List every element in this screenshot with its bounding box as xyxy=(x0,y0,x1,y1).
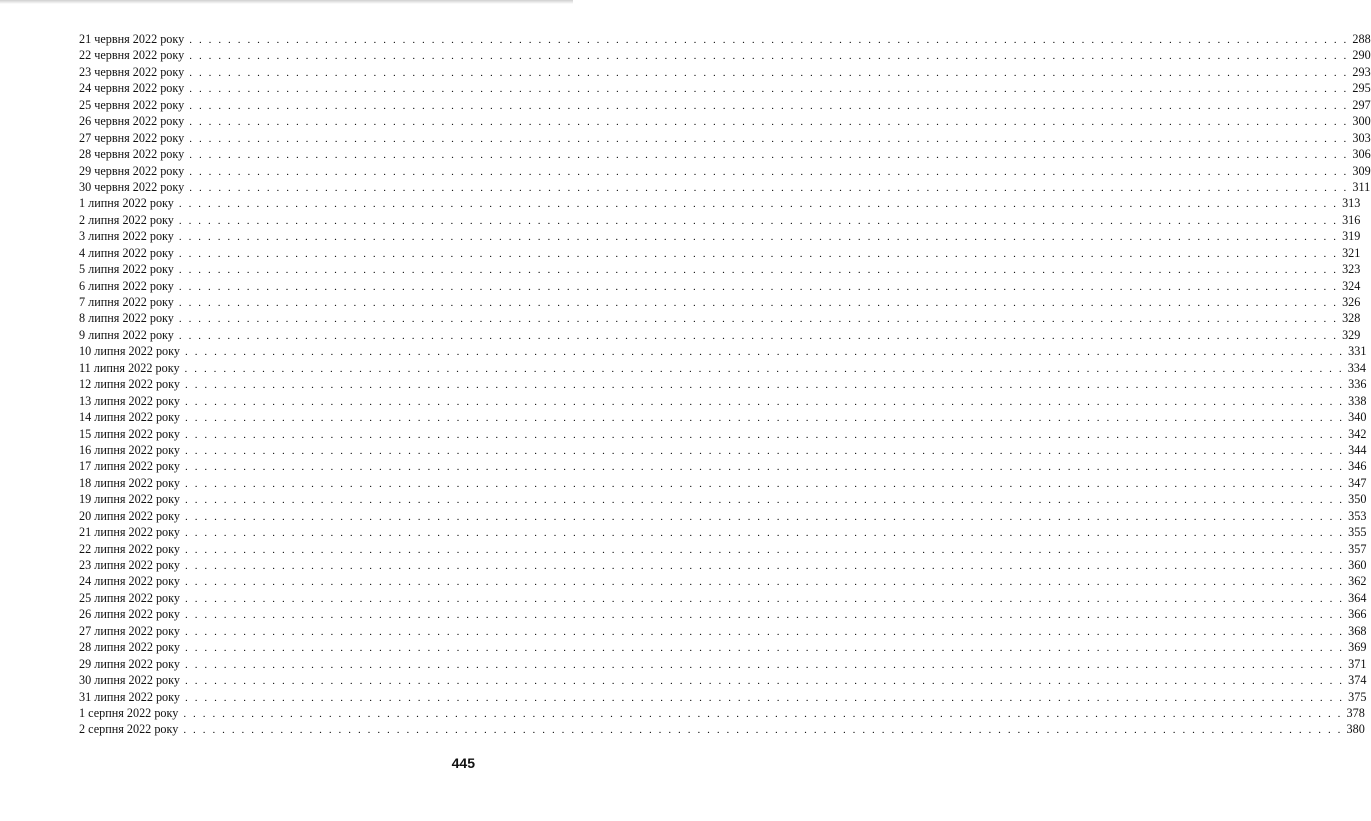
toc-entry-page: 334 xyxy=(1347,360,1366,375)
toc-entry[interactable] xyxy=(79,475,1367,491)
toc-entry-page: 328 xyxy=(1342,311,1361,326)
toc-entry-label: 27 липня 2022 року xyxy=(79,623,180,638)
toc-entry-label: 11 липня 2022 року xyxy=(79,360,180,375)
toc-entry-label: 30 липня 2022 року xyxy=(79,673,180,688)
toc-entry-label: 6 липня 2022 року xyxy=(79,278,174,293)
toc-entry-page: 297 xyxy=(1352,97,1371,112)
toc-entry-page: 329 xyxy=(1342,327,1361,342)
toc-entry-label: 17 липня 2022 року xyxy=(79,459,180,474)
toc-entry-label: 1 серпня 2022 року xyxy=(79,705,179,720)
toc-entry-page: 300 xyxy=(1352,114,1371,129)
toc-entry-page: 355 xyxy=(1348,525,1367,540)
toc-dot-leader: . . . . . . . . . . . . . . . . . . . . . . . . . . . . . . . . . . . . . . . . . . . . . . . . . . . . . . . . . . . . . . . . . . . . . . . . . . . . . . . . . . . . . . . . . . . . . . . . . . . . . . . . . . . . . . . . . . . . . . . . xyxy=(189,181,1349,194)
toc-entry-label: 12 липня 2022 року xyxy=(79,377,180,392)
toc-dot-leader: . . . . . . . . . . . . . . . . . . . . . . . . . . . . . . . . . . . . . . . . . . . . . . . . . . . . . . . . . . . . . . . . . . . . . . . . . . . . . . . . . . . . . . . . . . . . . . . . . . . . . . . . . . . . . . . . . . . . . . . . xyxy=(185,527,1345,540)
toc-entry[interactable] xyxy=(79,639,1367,655)
page-number: 445 xyxy=(451,755,475,771)
toc-entry-label: 19 липня 2022 року xyxy=(79,492,180,507)
toc-entry[interactable] xyxy=(79,541,1367,557)
toc-entry-label: 4 липня 2022 року xyxy=(79,245,174,260)
toc-entry-page: 346 xyxy=(1348,459,1367,474)
toc-entry[interactable] xyxy=(79,524,1367,540)
toc-entry[interactable] xyxy=(79,606,1367,622)
toc-entry-page: 371 xyxy=(1348,656,1367,671)
toc-entry-page: 324 xyxy=(1342,278,1361,293)
toc-entry-page: 338 xyxy=(1348,393,1367,408)
toc-entry-page: 375 xyxy=(1348,689,1367,704)
toc-dot-leader: . . . . . . . . . . . . . . . . . . . . . . . . . . . . . . . . . . . . . . . . . . . . . . . . . . . . . . . . . . . . . . . . . . . . . . . . . . . . . . . . . . . . . . . . . . . . . . . . . . . . . . . . . . . . . . . . . . . . . . . . xyxy=(189,83,1349,96)
toc-entry[interactable] xyxy=(79,47,1371,63)
toc-entry[interactable] xyxy=(79,426,1367,442)
toc-dot-leader: . . . . . . . . . . . . . . . . . . . . . . . . . . . . . . . . . . . . . . . . . . . . . . . . . . . . . . . . . . . . . . . . . . . . . . . . . . . . . . . . . . . . . . . . . . . . . . . . . . . . . . . . . . . . . . . . . . . . . . . . xyxy=(185,609,1345,622)
toc-entry[interactable] xyxy=(79,376,1367,392)
toc-entry-label: 27 червня 2022 року xyxy=(79,130,185,145)
toc-dot-leader: . . . . . . . . . . . . . . . . . . . . . . . . . . . . . . . . . . . . . . . . . . . . . . . . . . . . . . . . . . . . . . . . . . . . . . . . . . . . . . . . . . . . . . . . . . . . . . . . . . . . . . . . . . . . . . . . . . . . . . . . xyxy=(189,99,1349,112)
toc-entry-label: 1 липня 2022 року xyxy=(79,196,174,211)
toc-entry-page: 368 xyxy=(1348,623,1367,638)
toc-entry[interactable] xyxy=(79,310,1361,326)
page-top-edge xyxy=(0,0,573,4)
toc-dot-leader: . . . . . . . . . . . . . . . . . . . . . . . . . . . . . . . . . . . . . . . . . . . . . . . . . . . . . . . . . . . . . . . . . . . . . . . . . . . . . . . . . . . . . . . . . . . . . . . . . . . . . . . . . . . . . . . . . . . . . . . . xyxy=(185,625,1345,638)
toc-entry-page: 303 xyxy=(1352,130,1371,145)
toc-entry[interactable] xyxy=(79,409,1367,425)
toc-entry-label: 7 липня 2022 року xyxy=(79,295,174,309)
toc-dot-leader: . . . . . . . . . . . . . . . . . . . . . . . . . . . . . . . . . . . . . . . . . . . . . . . . . . . . . . . . . . . . . . . . . . . . . . . . . . . . . . . . . . . . . . . . . . . . . . . . . . . . . . . . . . . . . . . . . . . . . . . . xyxy=(185,510,1345,523)
toc-dot-leader: . . . . . . . . . . . . . . . . . . . . . . . . . . . . . . . . . . . . . . . . . . . . . . . . . . . . . . . . . . . . . . . . . . . . . . . . . . . . . . . . . . . . . . . . . . . . . . . . . . . . . . . . . . . . . . . . . . . . . . . . xyxy=(189,149,1349,162)
toc-entry-page: 357 xyxy=(1348,541,1367,556)
toc-entry[interactable] xyxy=(79,393,1367,409)
toc-entry-label: 29 липня 2022 року xyxy=(79,656,180,671)
toc-dot-leader: . . . . . . . . . . . . . . . . . . . . . . . . . . . . . . . . . . . . . . . . . . . . . . . . . . . . . . . . . . . . . . . . . . . . . . . . . . . . . . . . . . . . . . . . . . . . . . . . . . . . . . . . . . . . . . . . . . . . . . . . xyxy=(178,231,1339,244)
toc-dot-leader: . . . . . . . . . . . . . . . . . . . . . . . . . . . . . . . . . . . . . . . . . . . . . . . . . . . . . . . . . . . . . . . . . . . . . . . . . . . . . . . . . . . . . . . . . . . . . . . . . . . . . . . . . . . . . . . . . . . . . . . . xyxy=(178,198,1339,211)
toc-entry-label: 2 липня 2022 року xyxy=(79,212,174,227)
toc-entry-page: 336 xyxy=(1348,377,1367,392)
toc-dot-leader: . . . . . . . . . . . . . . . . . . . . . . . . . . . . . . . . . . . . . . . . . . . . . . . . . . . . . . . . . . . . . . . . . . . . . . . . . . . . . . . . . . . . . . . . . . . . . . . . . . . . . . . . . . . . . . . . . . . . . . . . xyxy=(189,165,1349,178)
toc-dot-leader: . . . . . . . . . . . . . . . . . . . . . . . . . . . . . . . . . . . . . . . . . . . . . . . . . . . . . . . . . . . . . . . . . . . . . . . . . . . . . . . . . . . . . . . . . . . . . . . . . . . . . . . . . . . . . . . . . . . . . . . . xyxy=(185,412,1345,425)
toc-entry-label: 21 липня 2022 року xyxy=(79,525,180,540)
toc-entry[interactable] xyxy=(79,689,1367,705)
toc-entry-label: 24 липня 2022 року xyxy=(79,574,180,589)
toc-dot-leader: . . . . . . . . . . . . . . . . . . . . . . . . . . . . . . . . . . . . . . . . . . . . . . . . . . . . . . . . . . . . . . . . . . . . . . . . . . . . . . . . . . . . . . . . . . . . . . . . . . . . . . . . . . . . . . . . . . . . . . . . xyxy=(184,362,1344,375)
toc-entry[interactable] xyxy=(79,245,1361,261)
toc-entry-label: 30 червня 2022 року xyxy=(79,179,185,194)
toc-dot-leader: . . . . . . . . . . . . . . . . . . . . . . . . . . . . . . . . . . . . . . . . . . . . . . . . . . . . . . . . . . . . . . . . . . . . . . . . . . . . . . . . . . . . . . . . . . . . . . . . . . . . . . . . . . . . . . . . . . . . . . . . xyxy=(185,642,1345,655)
toc-entry[interactable] xyxy=(79,656,1367,672)
toc-dot-leader: . . . . . . . . . . . . . . . . . . . . . . . . . . . . . . . . . . . . . . . . . . . . . . . . . . . . . . . . . . . . . . . . . . . . . . . . . . . . . . . . . . . . . . . . . . . . . . . . . . . . . . . . . . . . . . . . . . . . . . . . xyxy=(178,247,1339,260)
toc-dot-leader: . . . . . . . . . . . . . . . . . . . . . . . . . . . . . . . . . . . . . . . . . . . . . . . . . . . . . . . . . . . . . . . . . . . . . . . . . . . . . . . . . . . . . . . . . . . . . . . . . . . . . . . . . . . . . . . . . . . . . . . . xyxy=(185,543,1345,556)
toc-dot-leader: . . . . . . . . . . . . . . . . . . . . . . . . . . . . . . . . . . . . . . . . . . . . . . . . . . . . . . . . . . . . . . . . . . . . . . . . . . . . . . . . . . . . . . . . . . . . . . . . . . . . . . . . . . . . . . . . . . . . . . . . xyxy=(185,592,1345,605)
toc-entry-page: 378 xyxy=(1346,705,1365,720)
toc-entry-page: 311 xyxy=(1352,179,1371,194)
toc-entry-page: 326 xyxy=(1342,295,1361,309)
toc-entry[interactable] xyxy=(79,179,1371,195)
toc-entry-page: 288 xyxy=(1352,32,1371,46)
toc-entry-page: 340 xyxy=(1348,410,1367,425)
toc-dot-leader: . . . . . . . . . . . . . . . . . . . . . . . . . . . . . . . . . . . . . . . . . . . . . . . . . . . . . . . . . . . . . . . . . . . . . . . . . . . . . . . . . . . . . . . . . . . . . . . . . . . . . . . . . . . . . . . . . . . . . . . . xyxy=(178,297,1339,309)
toc-dot-leader: . . . . . . . . . . . . . . . . . . . . . . . . . . . . . . . . . . . . . . . . . . . . . . . . . . . . . . . . . . . . . . . . . . . . . . . . . . . . . . . . . . . . . . . . . . . . . . . . . . . . . . . . . . . . . . . . . . . . . . . . xyxy=(185,576,1345,589)
toc-dot-leader: . . . . . . . . . . . . . . . . . . . . . . . . . . . . . . . . . . . . . . . . . . . . . . . . . . . . . . . . . . . . . . . . . . . . . . . . . . . . . . . . . . . . . . . . . . . . . . . . . . . . . . . . . . . . . . . . . . . . . . . . xyxy=(185,379,1345,392)
toc-dot-leader: . . . . . . . . . . . . . . . . . . . . . . . . . . . . . . . . . . . . . . . . . . . . . . . . . . . . . . . . . . . . . . . . . . . . . . . . . . . . . . . . . . . . . . . . . . . . . . . . . . . . . . . . . . . . . . . . . . . . . . . . xyxy=(185,444,1345,457)
toc-entry-label: 29 червня 2022 року xyxy=(79,163,185,178)
table-of-contents xyxy=(79,31,1371,738)
toc-entry-page: 290 xyxy=(1352,48,1371,63)
toc-dot-leader: . . . . . . . . . . . . . . . . . . . . . . . . . . . . . . . . . . . . . . . . . . . . . . . . . . . . . . . . . . . . . . . . . . . . . . . . . . . . . . . . . . . . . . . . . . . . . . . . . . . . . . . . . . . . . . . . . . . . . . . . xyxy=(185,560,1345,572)
toc-entry[interactable] xyxy=(79,590,1367,606)
toc-entry-page: 369 xyxy=(1348,640,1367,655)
toc-entry[interactable] xyxy=(79,705,1365,721)
toc-entry-page: 347 xyxy=(1348,475,1367,490)
toc-entry-page: 331 xyxy=(1348,344,1367,359)
toc-entry-label: 20 липня 2022 року xyxy=(79,508,180,523)
toc-entry[interactable] xyxy=(79,491,1367,507)
toc-dot-leader: . . . . . . . . . . . . . . . . . . . . . . . . . . . . . . . . . . . . . . . . . . . . . . . . . . . . . . . . . . . . . . . . . . . . . . . . . . . . . . . . . . . . . . . . . . . . . . . . . . . . . . . . . . . . . . . . . . . . . . . . xyxy=(185,395,1345,408)
toc-dot-leader: . . . . . . . . . . . . . . . . . . . . . . . . . . . . . . . . . . . . . . . . . . . . . . . . . . . . . . . . . . . . . . . . . . . . . . . . . . . . . . . . . . . . . . . . . . . . . . . . . . . . . . . . . . . . . . . . . . . . . . . . xyxy=(185,346,1345,359)
toc-entry-label: 26 червня 2022 року xyxy=(79,114,185,129)
toc-dot-leader: . . . . . . . . . . . . . . . . . . . . . . . . . . . . . . . . . . . . . . . . . . . . . . . . . . . . . . . . . . . . . . . . . . . . . . . . . . . . . . . . . . . . . . . . . . . . . . . . . . . . . . . . . . . . . . . . . . . . . . . . xyxy=(185,477,1345,490)
toc-entry-label: 25 червня 2022 року xyxy=(79,97,185,112)
toc-entry-label: 22 червня 2022 року xyxy=(79,48,185,63)
toc-entry[interactable] xyxy=(79,327,1361,343)
toc-entry[interactable] xyxy=(79,212,1361,228)
toc-entry[interactable] xyxy=(79,228,1361,244)
toc-entry[interactable] xyxy=(79,146,1371,162)
toc-entry-label: 21 червня 2022 року xyxy=(79,32,185,46)
toc-entry-page: 360 xyxy=(1348,558,1367,572)
toc-entry-page: 380 xyxy=(1346,722,1365,737)
toc-entry-label: 10 липня 2022 року xyxy=(79,344,180,359)
toc-entry-page: 342 xyxy=(1348,426,1367,441)
toc-entry[interactable] xyxy=(79,64,1371,80)
toc-entry[interactable] xyxy=(79,31,1371,47)
toc-dot-leader: . . . . . . . . . . . . . . . . . . . . . . . . . . . . . . . . . . . . . . . . . . . . . . . . . . . . . . . . . . . . . . . . . . . . . . . . . . . . . . . . . . . . . . . . . . . . . . . . . . . . . . . . . . . . . . . . . . . . . . . . xyxy=(189,50,1349,63)
toc-entry-page: 366 xyxy=(1348,607,1367,622)
toc-entry-page: 350 xyxy=(1348,492,1367,507)
toc-entry-label: 14 липня 2022 року xyxy=(79,410,180,425)
toc-entry-label: 23 липня 2022 року xyxy=(79,558,180,572)
toc-dot-leader: . . . . . . . . . . . . . . . . . . . . . . . . . . . . . . . . . . . . . . . . . . . . . . . . . . . . . . . . . . . . . . . . . . . . . . . . . . . . . . . . . . . . . . . . . . . . . . . . . . . . . . . . . . . . . . . . . . . . . . . . xyxy=(178,313,1339,326)
toc-entry[interactable] xyxy=(79,97,1371,113)
toc-entry[interactable] xyxy=(79,163,1371,179)
toc-entry-label: 24 червня 2022 року xyxy=(79,81,185,96)
toc-dot-leader: . . . . . . . . . . . . . . . . . . . . . . . . . . . . . . . . . . . . . . . . . . . . . . . . . . . . . . . . . . . . . . . . . . . . . . . . . . . . . . . . . . . . . . . . . . . . . . . . . . . . . . . . . . . . . . . . . . . . . . . . xyxy=(189,34,1349,46)
toc-dot-leader: . . . . . . . . . . . . . . . . . . . . . . . . . . . . . . . . . . . . . . . . . . . . . . . . . . . . . . . . . . . . . . . . . . . . . . . . . . . . . . . . . . . . . . . . . . . . . . . . . . . . . . . . . . . . . . . . . . . . . . . . xyxy=(185,494,1345,507)
toc-entry-page: 293 xyxy=(1352,64,1371,79)
toc-entry-label: 25 липня 2022 року xyxy=(79,590,180,605)
toc-entry[interactable] xyxy=(79,80,1371,96)
toc-entry[interactable] xyxy=(79,113,1371,129)
toc-entry-label: 23 червня 2022 року xyxy=(79,64,185,79)
toc-entry-page: 313 xyxy=(1342,196,1361,211)
toc-entry[interactable] xyxy=(79,195,1361,211)
toc-entry-label: 15 липня 2022 року xyxy=(79,426,180,441)
toc-entry-page: 309 xyxy=(1352,163,1371,178)
toc-dot-leader: . . . . . . . . . . . . . . . . . . . . . . . . . . . . . . . . . . . . . . . . . . . . . . . . . . . . . . . . . . . . . . . . . . . . . . . . . . . . . . . . . . . . . . . . . . . . . . . . . . . . . . . . . . . . . . . . . . . . . . . . xyxy=(185,691,1345,704)
toc-entry-page: 321 xyxy=(1342,245,1361,260)
toc-entry[interactable] xyxy=(79,557,1367,573)
toc-entry-label: 8 липня 2022 року xyxy=(79,311,174,326)
toc-entry-label: 2 серпня 2022 року xyxy=(79,722,179,737)
toc-entry[interactable] xyxy=(79,721,1365,737)
toc-entry[interactable] xyxy=(79,672,1367,688)
toc-dot-leader: . . . . . . . . . . . . . . . . . . . . . . . . . . . . . . . . . . . . . . . . . . . . . . . . . . . . . . . . . . . . . . . . . . . . . . . . . . . . . . . . . . . . . . . . . . . . . . . . . . . . . . . . . . . . . . . . . . . . . . . . xyxy=(185,675,1345,688)
toc-entry-label: 3 липня 2022 року xyxy=(79,229,174,244)
toc-dot-leader: . . . . . . . . . . . . . . . . . . . . . . . . . . . . . . . . . . . . . . . . . . . . . . . . . . . . . . . . . . . . . . . . . . . . . . . . . . . . . . . . . . . . . . . . . . . . . . . . . . . . . . . . . . . . . . . . . . . . . . . . xyxy=(189,66,1349,79)
toc-entry-label: 13 липня 2022 року xyxy=(79,393,180,408)
toc-entry-label: 5 липня 2022 року xyxy=(79,262,174,277)
toc-entry-label: 18 липня 2022 року xyxy=(79,475,180,490)
toc-dot-leader: . . . . . . . . . . . . . . . . . . . . . . . . . . . . . . . . . . . . . . . . . . . . . . . . . . . . . . . . . . . . . . . . . . . . . . . . . . . . . . . . . . . . . . . . . . . . . . . . . . . . . . . . . . . . . . . . . . . . . . . . xyxy=(185,428,1345,441)
toc-entry-label: 28 червня 2022 року xyxy=(79,147,185,162)
toc-dot-leader: . . . . . . . . . . . . . . . . . . . . . . . . . . . . . . . . . . . . . . . . . . . . . . . . . . . . . . . . . . . . . . . . . . . . . . . . . . . . . . . . . . . . . . . . . . . . . . . . . . . . . . . . . . . . . . . . . . . . . . . . xyxy=(178,214,1339,227)
toc-entry[interactable] xyxy=(79,508,1367,524)
toc-entry-label: 31 липня 2022 року xyxy=(79,689,180,704)
toc-dot-leader: . . . . . . . . . . . . . . . . . . . . . . . . . . . . . . . . . . . . . . . . . . . . . . . . . . . . . . . . . . . . . . . . . . . . . . . . . . . . . . . . . . . . . . . . . . . . . . . . . . . . . . . . . . . . . . . . . . . . . . . . xyxy=(185,461,1345,474)
toc-entry-page: 353 xyxy=(1348,508,1367,523)
toc-entry[interactable] xyxy=(79,442,1367,458)
toc-dot-leader: . . . . . . . . . . . . . . . . . . . . . . . . . . . . . . . . . . . . . . . . . . . . . . . . . . . . . . . . . . . . . . . . . . . . . . . . . . . . . . . . . . . . . . . . . . . . . . . . . . . . . . . . . . . . . . . . . . . . . . . . xyxy=(183,724,1343,737)
toc-entry-page: 295 xyxy=(1352,81,1371,96)
toc-entry[interactable] xyxy=(79,458,1367,474)
toc-entry[interactable] xyxy=(79,261,1361,277)
toc-entry-page: 306 xyxy=(1352,147,1371,162)
toc-entry[interactable] xyxy=(79,278,1361,294)
toc-entry-label: 26 липня 2022 року xyxy=(79,607,180,622)
toc-entry-label: 22 липня 2022 року xyxy=(79,541,180,556)
toc-entry-page: 364 xyxy=(1348,590,1367,605)
toc-dot-leader: . . . . . . . . . . . . . . . . . . . . . . . . . . . . . . . . . . . . . . . . . . . . . . . . . . . . . . . . . . . . . . . . . . . . . . . . . . . . . . . . . . . . . . . . . . . . . . . . . . . . . . . . . . . . . . . . . . . . . . . . xyxy=(189,132,1349,145)
toc-dot-leader: . . . . . . . . . . . . . . . . . . . . . . . . . . . . . . . . . . . . . . . . . . . . . . . . . . . . . . . . . . . . . . . . . . . . . . . . . . . . . . . . . . . . . . . . . . . . . . . . . . . . . . . . . . . . . . . . . . . . . . . . xyxy=(183,707,1343,720)
toc-dot-leader: . . . . . . . . . . . . . . . . . . . . . . . . . . . . . . . . . . . . . . . . . . . . . . . . . . . . . . . . . . . . . . . . . . . . . . . . . . . . . . . . . . . . . . . . . . . . . . . . . . . . . . . . . . . . . . . . . . . . . . . . xyxy=(178,264,1339,277)
toc-dot-leader: . . . . . . . . . . . . . . . . . . . . . . . . . . . . . . . . . . . . . . . . . . . . . . . . . . . . . . . . . . . . . . . . . . . . . . . . . . . . . . . . . . . . . . . . . . . . . . . . . . . . . . . . . . . . . . . . . . . . . . . . xyxy=(185,658,1345,671)
toc-entry[interactable] xyxy=(79,360,1366,376)
toc-entry-label: 9 липня 2022 року xyxy=(79,327,174,342)
toc-entry[interactable] xyxy=(79,343,1367,359)
toc-dot-leader: . . . . . . . . . . . . . . . . . . . . . . . . . . . . . . . . . . . . . . . . . . . . . . . . . . . . . . . . . . . . . . . . . . . . . . . . . . . . . . . . . . . . . . . . . . . . . . . . . . . . . . . . . . . . . . . . . . . . . . . . xyxy=(189,116,1349,129)
toc-entry-page: 374 xyxy=(1348,673,1367,688)
toc-entry-label: 16 липня 2022 року xyxy=(79,442,180,457)
toc-dot-leader: . . . . . . . . . . . . . . . . . . . . . . . . . . . . . . . . . . . . . . . . . . . . . . . . . . . . . . . . . . . . . . . . . . . . . . . . . . . . . . . . . . . . . . . . . . . . . . . . . . . . . . . . . . . . . . . . . . . . . . . . xyxy=(178,280,1339,293)
toc-entry-page: 319 xyxy=(1342,229,1361,244)
toc-entry[interactable] xyxy=(79,573,1367,589)
toc-entry-label: 28 липня 2022 року xyxy=(79,640,180,655)
toc-entry[interactable] xyxy=(79,130,1371,146)
toc-entry[interactable] xyxy=(79,294,1361,310)
toc-entry-page: 344 xyxy=(1348,442,1367,457)
toc-entry-page: 323 xyxy=(1342,262,1361,277)
toc-entry-page: 316 xyxy=(1342,212,1361,227)
toc-dot-leader: . . . . . . . . . . . . . . . . . . . . . . . . . . . . . . . . . . . . . . . . . . . . . . . . . . . . . . . . . . . . . . . . . . . . . . . . . . . . . . . . . . . . . . . . . . . . . . . . . . . . . . . . . . . . . . . . . . . . . . . . xyxy=(178,329,1339,342)
toc-entry[interactable] xyxy=(79,623,1367,639)
toc-entry-page: 362 xyxy=(1348,574,1367,589)
